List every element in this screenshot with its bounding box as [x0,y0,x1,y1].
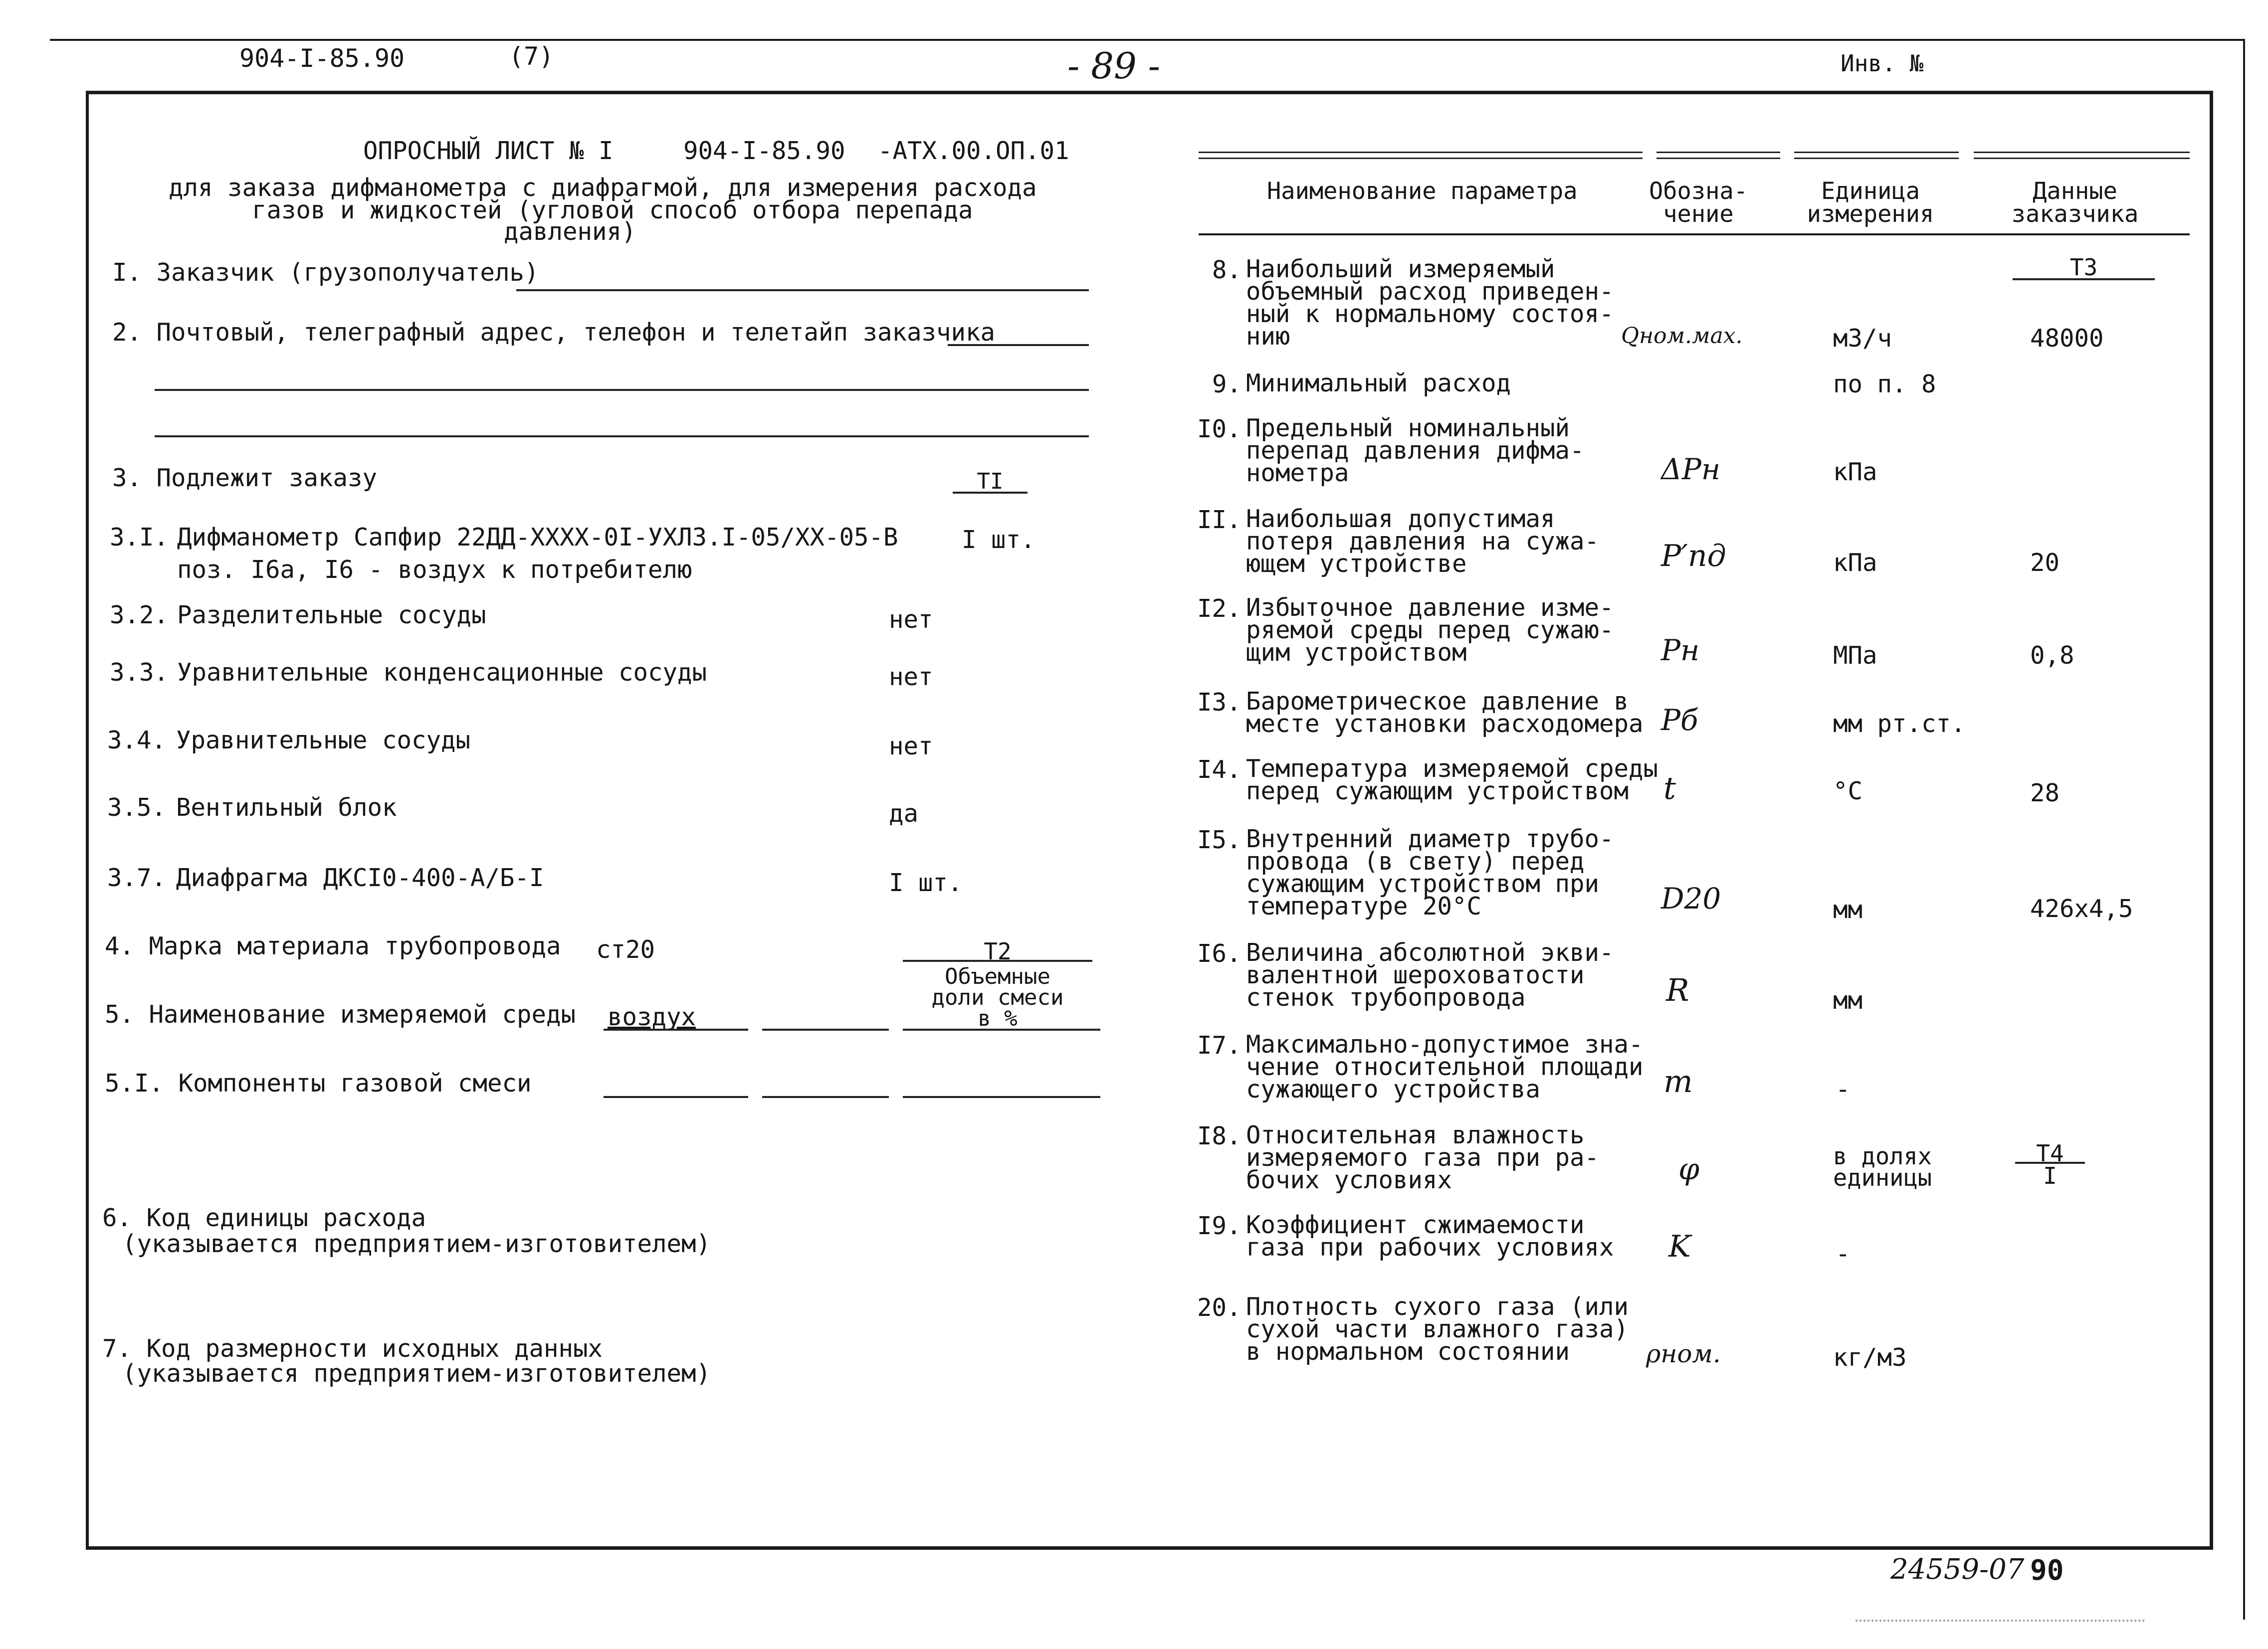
table-row-name: Величина абсолютной экви- валентной шероховатости стенок трубопровода [1246,938,1614,1012]
table-row-symbol: P′пд [1661,539,1726,573]
item-1-customer: I. Заказчик (грузополучатель) [112,258,539,287]
table-row-unit: кПа [1833,458,1877,486]
item-3-7-num: 3.7. [107,864,167,892]
table-row-unit: мм [1833,896,1863,924]
table-row-num: I5. [1197,826,1241,854]
item-7-line2: (указывается предприятием-изготовителем) [122,1359,711,1388]
item-5-1-field-line-b [762,1096,889,1098]
table-row-value: 28 [2030,779,2060,807]
table-row-symbol: Qном.мах. [1621,323,1743,349]
item-3-5-num: 3.5. [107,793,167,822]
item-3-5-value: да [889,799,919,828]
table-row-ref-line [2013,278,2155,280]
item-2-address: 2. Почтовый, телеграфный адрес, телефон и телетайп заказчика [112,318,996,347]
table-row-name: Барометрическое давление в месте установки расходомера [1246,687,1644,738]
inventory-label: Инв. № [1841,50,1924,77]
item-5-1-field-line-c [903,1096,1100,1098]
item-3-ref: TI [977,469,1004,494]
item-3-1-line1: Дифманометр Сапфир 22ДД-XXXX-0I-УХЛ3.I-05/XX-05-В [177,523,898,551]
form-frame [86,91,2213,1550]
table-row-num: 8. [1212,256,1242,284]
table-row-name: Относительная влажность измеряемого газа при ра- бочих условиях [1246,1121,1600,1194]
item-3-4-label: Уравнительные сосуды [176,726,471,754]
item-3-7-label: Диафрагма ДКСI0-400-А/Б-I [176,864,544,892]
form-subtitle-line2: газов и жидкостей (угловой способ отбора перепада [252,196,973,224]
table-top-rule-2 [1656,152,1780,159]
item-2-field-line-3 [155,435,1089,437]
table-row-num: I6. [1197,939,1241,968]
item-3-ref-line [953,492,1028,494]
table-row-name: Минимальный расход [1246,369,1511,397]
table-header-symbol-line2: чение [1663,200,1734,228]
table-row-symbol: R [1666,972,1689,1008]
table-row-num: 20. [1197,1293,1241,1322]
footer-dotted-rule [1856,1620,2145,1622]
item-1-field-line [516,289,1089,291]
table-row-ref: Т3 [2069,254,2098,281]
item-5-value: воздух [608,1003,696,1031]
sheet-mark: (7) [509,42,554,71]
footer-page-number: 90 [2030,1554,2064,1587]
item-3-3-label: Уравнительные конденсационные сосуды [177,658,707,687]
item-3-1-num: 3.I. [110,523,169,551]
table-row-name: Внутренний диаметр трубо- провода (в свету) перед сужающим устройством при температуре 20°С [1246,825,1614,920]
table-row-symbol: Pб [1661,703,1698,737]
item-4-ref: Т2 [984,938,1012,965]
table-header-rule [1199,233,2190,235]
item-7-line1: 7. Код размерности исходных данных [102,1334,603,1363]
item-3-2-label: Разделительные сосуды [177,601,486,629]
doc-code: 904-I-85.90 [239,44,405,73]
table-header-data-line2: заказчика [2011,200,2139,228]
table-row-symbol: Pн [1661,633,1700,667]
table-row-num: I7. [1197,1031,1241,1060]
item-3-1-line2: поз. I6а, I6 - воздух к потребителю [177,555,692,584]
table-row-unit: в долях единицы [1833,1143,1932,1192]
table-row-name: Плотность сухого газа (или сухой части влажного газа) в нормальном состоянии [1246,1292,1629,1366]
table-header-data-line1: Данные [2033,178,2117,205]
table-row-ref: Т4 [2036,1140,2064,1167]
table-row-symbol: m [1663,1063,1693,1099]
table-header-unit-line2: измерения [1807,200,1934,228]
table-row-unit: мм рт.ст. [1833,710,1966,738]
table-row-num: II. [1197,506,1241,534]
table-row-unit: мм [1833,986,1863,1015]
footer-stamp: 24559-07 [1890,1553,2025,1586]
table-row-value: I [2043,1162,2057,1189]
item-3-3-value: нет [889,663,933,691]
table-header-param: Наименование параметра [1267,178,1578,205]
table-row-name: Коэффициент сжимаемости газа при рабочих условиях [1246,1211,1614,1262]
form-subtitle-line3: давления) [504,217,636,246]
item-3-2-num: 3.2. [110,601,169,629]
table-row-num: I3. [1197,688,1241,717]
table-row-unit: кг/м3 [1833,1343,1907,1372]
item-5-field-line-b [762,1029,889,1031]
top-rule [50,39,2245,41]
form-code: 904-I-85.90 [683,137,845,165]
table-row-symbol: D20 [1661,882,1721,916]
table-row-symbol: t [1663,770,1676,806]
table-row-name: Температура измеряемой среды перед сужающим устройством [1246,754,1658,805]
table-row-name: Наибольший измеряемый объемный расход приведен- ный к нормальному состоя- нию [1246,255,1614,351]
table-row-num: I2. [1197,594,1241,623]
item-4-pipe-material: 4. Марка материала трубопровода [105,932,561,960]
form-title: ОПРОСНЫЙ ЛИСТ № I [363,137,614,165]
table-row-symbol: K [1668,1229,1691,1264]
item-4-header-line1: Объемные [945,964,1050,989]
item-5-1-field-line-a [604,1096,748,1098]
item-6-line1: 6. Код единицы расхода [102,1204,426,1232]
table-row-symbol: φ [1678,1152,1700,1187]
item-2-field-line-2 [155,389,1089,391]
table-top-rule-1 [1199,152,1643,159]
table-row-value: 48000 [2030,324,2104,353]
table-row-unit: МПа [1833,641,1877,670]
page-number: - 89 - [1067,45,1161,87]
item-3-order: 3. Подлежит заказу [112,464,378,492]
table-row-name: Наибольшая допустимая потеря давления на сужа- ющем устройстве [1246,505,1600,578]
right-edge-rule [2243,39,2245,1620]
table-row-num: I8. [1197,1122,1241,1150]
item-3-3-num: 3.3. [110,658,169,687]
table-row-value: 0,8 [2030,641,2074,670]
form-code-suffix: -АТХ.00.ОП.01 [878,137,1069,165]
table-row-unit: кПа [1833,549,1877,577]
table-row-name: Максимально-допустимое зна- чение относительной площади сужающего устройства [1246,1030,1644,1103]
item-4-header-line2: доли смеси [931,985,1064,1010]
table-row-unit: °С [1833,777,1863,805]
table-top-rule-4 [1974,152,2190,159]
table-row-symbol: ρном. [1646,1339,1721,1368]
table-row-num: 9. [1212,370,1242,398]
item-3-4-num: 3.4. [107,726,167,754]
table-row-num: I9. [1197,1212,1241,1240]
item-4-ref-line [903,960,1092,962]
item-3-2-value: нет [889,605,933,634]
item-5-field-line-c [903,1029,1100,1031]
table-row-unit: - [1836,1075,1851,1103]
item-4-value: ст20 [596,935,655,964]
table-row-name: Предельный номинальный перепад давления дифма- нометра [1246,414,1585,487]
table-header-unit-line1: Единица [1821,178,1920,205]
table-header-symbol-line1: Обозна- [1649,178,1748,205]
item-2-field-line [948,344,1089,346]
item-6-line2: (указывается предприятием-изготовителем) [122,1230,711,1258]
table-row-unit: - [1836,1240,1851,1268]
item-3-7-value: I шт. [889,869,963,897]
item-3-1-qty: I шт. [962,526,1035,554]
table-row-symbol: ΔPн [1661,452,1721,486]
table-row-value: 426х4,5 [2030,895,2133,923]
table-row-name: Избыточное давление изме- ряемой среды перед сужаю- щим устройством [1246,593,1614,667]
table-top-rule-3 [1794,152,1959,159]
item-3-5-label: Вентильный блок [176,793,397,822]
item-3-4-value: нет [889,732,933,760]
table-row-unit: м3/ч [1833,324,1892,353]
item-5-field-line-a [604,1029,748,1031]
item-5-medium: 5. Наименование измеряемой среды [105,1000,576,1029]
item-4-header-line3: в % [978,1006,1018,1031]
table-row-value: 20 [2030,549,2060,577]
table-row-unit: по п. 8 [1833,370,1936,398]
table-row-num: I0. [1197,415,1241,443]
table-row-num: I4. [1197,755,1241,784]
form-subtitle-line1: для заказа дифманометра с диафрагмой, для измерения расхода [169,174,1037,202]
item-5-1-components: 5.I. Компоненты газовой смеси [105,1069,532,1098]
